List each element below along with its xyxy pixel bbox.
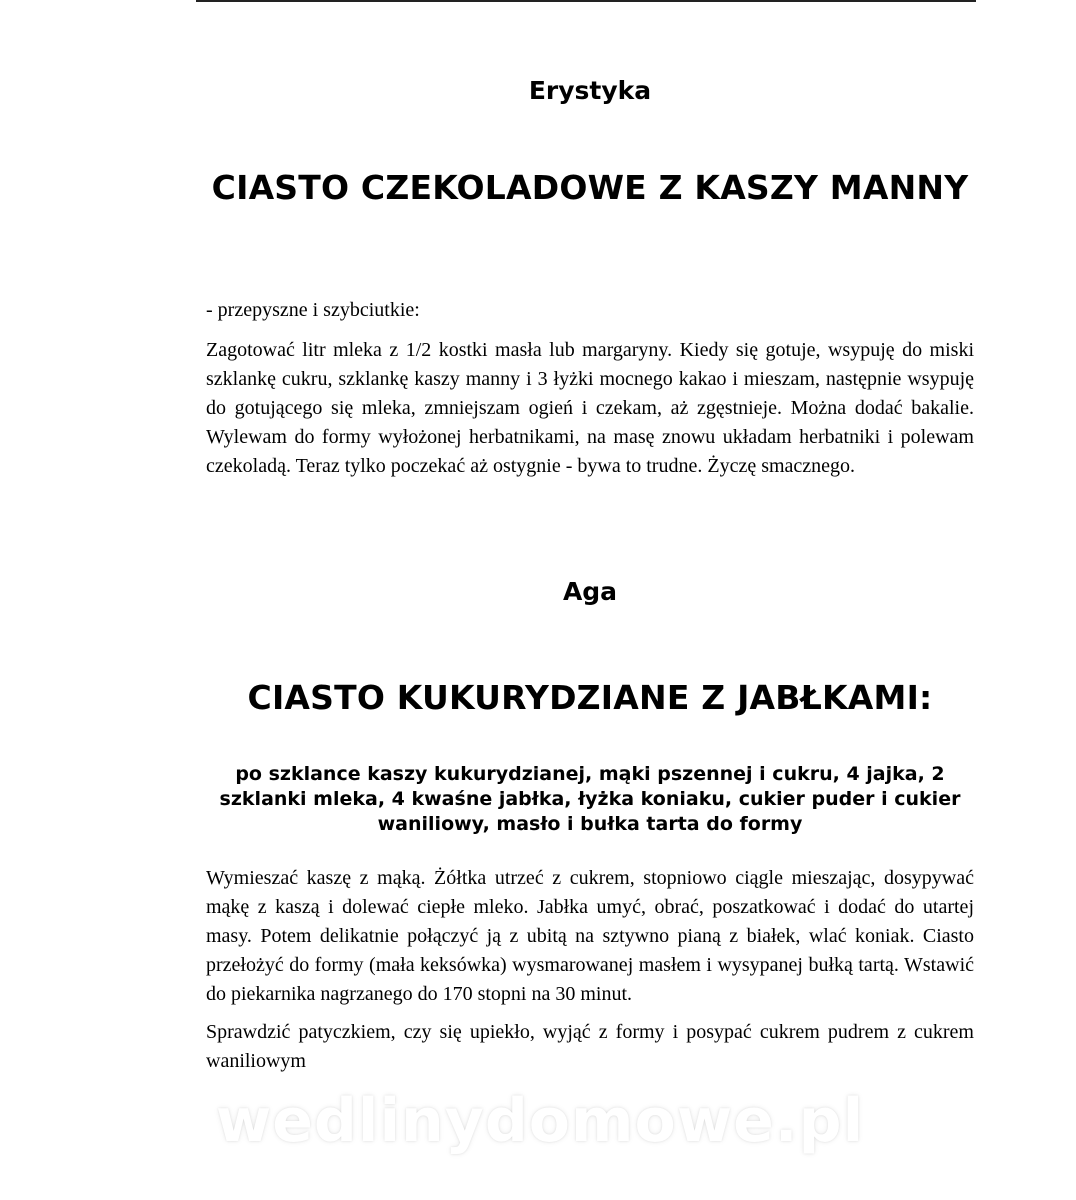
recipe1-intro: - przepyszne i szybciutkie: bbox=[206, 299, 420, 321]
top-rule bbox=[196, 0, 976, 2]
recipe2-body1: Wymieszać kaszę z mąką. Żółtka utrzeć z cukrem, stopniowo ciągle mieszając, dosypywać mąkę z kaszą i dolewać ciepłe mleko. Jabłka umyć, obrać, poszatkować i dodać do utartej masy. Potem delikatnie połączyć ją z ubitą na sztywno pianą z białek, wlać koniak. Ciasto przełożyć do formy (mała keksówka) wysmarowanej masłem i wysypanej bułką tartą. Wstawić do piekarnika nagrzanego do 170 stopni na 30 minut. bbox=[206, 867, 974, 1005]
recipe2-title: CIASTO KUKURYDZIANE Z JABŁKAMI: bbox=[247, 678, 933, 717]
recipe1-body: Zagotować litr mleka z 1/2 kostki masła lub margaryny. Kiedy się gotuje, wsypuję do miski szklankę cukru, szklankę kaszy manny i 3 łyżki mocnego kakao i mieszam, następnie wsypuję do gotującego się mleka, zmniejszam ogień i czekam, aż zgęstnieje. Można dodać bakalie. Wylewam do formy wyłożonej herbatnikami, na masę znowu układam herbatniki i polewam czekoladą. Teraz tylko poczekać aż ostygnie - bywa to trudne. Życzę smacznego. bbox=[206, 339, 974, 477]
recipe2-author: Aga bbox=[562, 577, 618, 606]
recipe2-ingredients: po szklance kaszy kukurydzianej, mąki pszennej i cukru, 4 jajka, 2 szklanki mleka, 4 kwaśne jabłka, łyżka koniaku, cukier puder i cukier waniliowy, masło i bułka tarta do formy bbox=[219, 763, 961, 835]
recipe1-title: CIASTO CZEKOLADOWE Z KASZY MANNY bbox=[211, 168, 969, 207]
recipe1-author: Erystyka bbox=[528, 76, 652, 105]
watermark: wedlinydomowe.pl bbox=[215, 1086, 865, 1156]
recipe2-body2: Sprawdzić patyczkiem, czy się upiekło, wyjąć z formy i posypać cukrem pudrem z cukrem waniliowym bbox=[206, 1021, 974, 1072]
